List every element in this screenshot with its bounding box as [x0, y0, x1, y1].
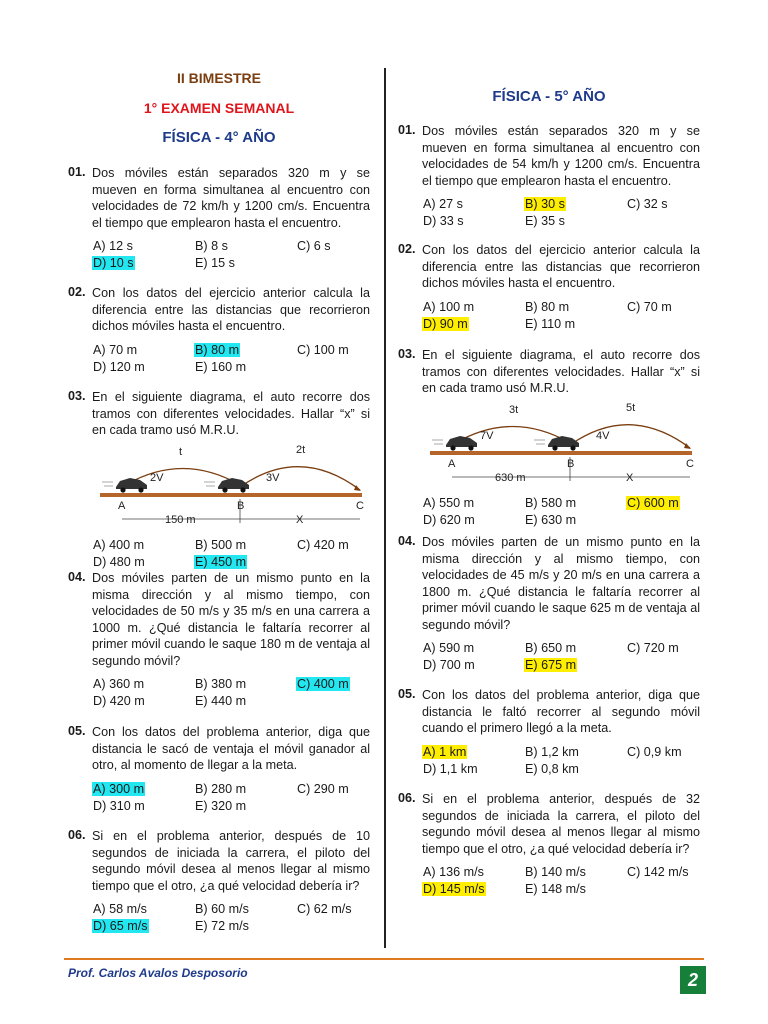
velocity-label-2: 4V: [596, 429, 610, 442]
answer-option: [92, 782, 194, 797]
question-4: [68, 570, 370, 709]
answer-label: E) 0,8 km: [525, 761, 579, 776]
answer-label: B) 60 m/s: [195, 902, 249, 916]
question-5: [68, 724, 370, 814]
answer-option: [422, 882, 524, 897]
exam-title: 1° EXAMEN SEMANAL: [143, 100, 295, 116]
answer-option: [524, 197, 626, 212]
highlighted-answer: E) 450 m: [195, 554, 247, 569]
answer-option: [422, 745, 524, 760]
question-5: [398, 687, 700, 777]
answer-option: [626, 641, 716, 656]
question-text: Si en el problema anterior, después de 10 segundos de iniciada la carrera, el piloto del segundo móvil desea al menos llegar al mismo tiempo que el otro, ¿a qué velocidad debería ir?: [92, 829, 370, 893]
section-title-5: FÍSICA - 5° AÑO: [492, 88, 606, 105]
answer-options: [422, 641, 700, 673]
answer-option: [524, 513, 626, 528]
footer-rule: [64, 958, 704, 960]
answer-options: [92, 902, 370, 934]
answer-option: [92, 256, 194, 271]
question-1: [68, 165, 370, 271]
question-3: [68, 389, 370, 570]
answer-label: B) 280 m: [195, 781, 247, 796]
answer-label: C) 720 m: [627, 641, 679, 655]
highlighted-answer: C) 400 m: [297, 677, 349, 691]
point-b: B: [237, 499, 245, 512]
motion-diagram: [92, 443, 370, 527]
answer-option: [194, 256, 296, 271]
unknown-distance-label: X: [626, 471, 634, 484]
answer-label: D) 33 s: [423, 214, 464, 228]
answer-option: [524, 496, 626, 511]
time-label-2: 2t: [296, 443, 306, 456]
answer-label: B) 140 m/s: [525, 865, 586, 879]
answer-option: [194, 919, 296, 934]
answer-option: [422, 762, 524, 777]
answer-option: [524, 882, 626, 897]
answer-label: D) 620 m: [423, 512, 475, 527]
answer-option: [524, 214, 626, 229]
answer-option: [92, 799, 194, 814]
answer-option: [194, 902, 296, 917]
point-b: B: [567, 457, 575, 470]
answer-label: E) 440 m: [195, 694, 247, 708]
answer-option: [422, 214, 524, 229]
question-text: Dos móviles parten de un mismo punto en la misma dirección y al mismo tiempo, con velocidades de 45 m/s y 20 m/s en una carrera a 1800 m. ¿Qué distancia le faltaría recorrer al primer móvil cuando le saque 625 m de ventaja al segundo móvil?: [422, 535, 700, 632]
answer-option: [626, 496, 716, 511]
answer-options: [92, 538, 370, 570]
answer-option: [422, 865, 524, 880]
highlighted-answer: D) 145 m/s: [423, 882, 485, 896]
highlighted-answer: B) 30 s: [525, 197, 565, 211]
arc-2: [240, 466, 360, 489]
answer-label: E) 148 m/s: [525, 882, 586, 896]
answer-option: [626, 745, 716, 760]
unknown-distance-label: X: [296, 513, 304, 526]
answer-label: A) 100 m: [423, 299, 475, 314]
answer-option: [194, 239, 296, 254]
question-number: 02.: [68, 285, 86, 299]
answer-label: A) 360 m: [93, 677, 145, 691]
question-number: 01.: [398, 123, 416, 137]
question-text: Con los datos del ejercicio anterior calcula la diferencia entre las distancias que recorrieron dichos móviles hasta el encuentro.: [422, 243, 700, 290]
answer-option: [422, 317, 524, 332]
column-divider: [384, 68, 386, 948]
answer-label: B) 80 m: [525, 299, 570, 314]
question-text: Si en el problema anterior, después de 32 segundos de iniciada la carrera, el piloto del segundo móvil desea al menos llegar al mismo tiempo que el otro, ¿a qué velocidad debería ir?: [422, 792, 700, 856]
answer-label: B) 500 m: [195, 537, 247, 552]
question-6: [398, 791, 700, 897]
question-number: 03.: [68, 389, 86, 403]
answer-option: [296, 902, 386, 917]
answer-label: D) 700 m: [423, 658, 475, 672]
answer-label: E) 35 s: [525, 214, 565, 228]
road: [100, 493, 362, 497]
answer-label: D) 480 m: [93, 554, 145, 569]
answer-options: [422, 865, 700, 897]
answer-label: B) 1,2 km: [525, 744, 579, 759]
answer-option: [296, 782, 386, 797]
question-text: Dos móviles parten de un mismo punto en la misma dirección y al mismo tiempo, con velocidades de 50 m/s y 35 m/s en una carrera a 1000 m. ¿Qué distancia le faltaría recorrer al primer móvil cuando le saque 180 m de ventaja al segundo móvil?: [92, 571, 370, 668]
answer-option: [626, 197, 716, 212]
answer-label: C) 420 m: [297, 537, 349, 552]
answer-label: B) 650 m: [525, 641, 577, 655]
road: [430, 451, 692, 455]
question-number: 04.: [68, 570, 86, 584]
answer-label: C) 290 m: [297, 781, 349, 796]
answer-label: E) 160 m: [195, 359, 247, 374]
answer-option: [296, 343, 386, 358]
answer-option: [524, 865, 626, 880]
answer-option: [524, 745, 626, 760]
answer-option: [422, 197, 524, 212]
answer-option: [422, 641, 524, 656]
answer-label: C) 0,9 km: [627, 744, 682, 759]
highlighted-answer: C) 600 m: [627, 495, 679, 510]
question-number: 05.: [398, 687, 416, 701]
answer-option: [422, 513, 524, 528]
answer-option: [92, 538, 194, 553]
velocity-label-2: 3V: [266, 471, 280, 484]
answer-label: C) 142 m/s: [627, 865, 689, 879]
answer-label: D) 420 m: [93, 694, 145, 708]
point-a: A: [118, 499, 126, 512]
point-a: A: [448, 457, 456, 470]
answer-label: C) 100 m: [297, 342, 349, 357]
answer-label: C) 6 s: [297, 239, 331, 253]
answer-label: A) 590 m: [423, 641, 475, 655]
answer-label: D) 120 m: [93, 359, 145, 374]
time-label-1: t: [179, 445, 183, 458]
answer-label: E) 110 m: [525, 316, 576, 331]
answer-option: [194, 782, 296, 797]
question-text: Dos móviles están separados 320 m y se mueven en forma simultanea al encuentro con velocidades de 54 km/h y 1200 cm/s. Encuentra el tiempo que emplearon hasta el encuentro.: [422, 124, 700, 188]
highlighted-answer: D) 10 s: [93, 256, 134, 270]
question-text: Con los datos del problema anterior, diga que distancia le sacó de ventaja el móvil ganador al otro, al momento de llegar a la meta.: [92, 725, 370, 772]
answer-options: [92, 782, 370, 814]
question-text: Dos móviles están separados 320 m y se mueven en forma simultanea al encuentro con velocidades de 72 km/h y 1200 cm/s. Encuentra el tiempo que emplearon hasta el encuentro.: [92, 166, 370, 230]
answer-option: [194, 343, 296, 358]
answer-options: [92, 343, 370, 375]
distance-label: 630 m: [495, 471, 526, 484]
question-6: [68, 828, 370, 934]
answer-options: [422, 496, 700, 528]
answer-options: [92, 239, 370, 271]
velocity-label-1: 7V: [480, 429, 494, 442]
answer-label: A) 400 m: [93, 537, 145, 552]
point-c: C: [356, 499, 364, 512]
distance-label: 150 m: [165, 513, 196, 526]
question-2: [398, 242, 700, 332]
question-number: 06.: [398, 791, 416, 805]
question-3: [398, 347, 700, 528]
question-text: En el siguiente diagrama, el auto recorre dos tramos con diferentes velocidades. Hallar “x” si en cada tramo usó M.R.U.: [422, 348, 700, 395]
bimestre-title: II BIMESTRE: [176, 70, 261, 86]
answer-options: [92, 677, 370, 709]
answer-option: [92, 343, 194, 358]
answer-option: [194, 799, 296, 814]
motion-diagram: [422, 401, 700, 485]
question-number: 06.: [68, 828, 86, 842]
answer-option: [92, 555, 194, 570]
velocity-label-1: 2V: [150, 471, 164, 484]
question-text: Con los datos del problema anterior, diga que distancia le faltó recorrer al segundo móvil cuando el primero llegó a la meta.: [422, 688, 700, 735]
answer-option: [194, 555, 296, 570]
point-c: C: [686, 457, 694, 470]
highlighted-answer: A) 300 m: [93, 781, 145, 796]
answer-label: D) 1,1 km: [423, 761, 478, 776]
answer-label: A) 58 m/s: [93, 902, 147, 916]
car-icon: [102, 478, 147, 493]
arc-2: [570, 424, 690, 447]
highlighted-answer: B) 80 m: [195, 342, 240, 357]
answer-option: [194, 677, 296, 692]
answer-label: C) 70 m: [627, 299, 672, 314]
diagram-container: [92, 443, 370, 530]
question-number: 05.: [68, 724, 86, 738]
highlighted-answer: D) 65 m/s: [93, 919, 148, 933]
answer-options: [422, 300, 700, 332]
answer-option: [422, 658, 524, 673]
answer-option: [92, 902, 194, 917]
answer-option: [422, 496, 524, 511]
question-text: Con los datos del ejercicio anterior calcula la diferencia entre las distancias que recorrieron dichos móviles hasta el encuentro.: [92, 286, 370, 333]
answer-option: [626, 865, 716, 880]
answer-option: [92, 677, 194, 692]
answer-options: [422, 197, 700, 229]
answer-option: [296, 538, 386, 553]
answer-option: [626, 300, 716, 315]
answer-label: E) 630 m: [525, 512, 577, 527]
answer-option: [92, 694, 194, 709]
question-number: 04.: [398, 534, 416, 548]
time-label-2: 5t: [626, 401, 636, 414]
question-text: En el siguiente diagrama, el auto recorre dos tramos con diferentes velocidades. Hallar “x” si en cada tramo usó M.R.U.: [92, 390, 370, 437]
answer-option: [422, 300, 524, 315]
footer-author: Prof. Carlos Avalos Desposorio: [68, 966, 248, 980]
answer-label: C) 62 m/s: [297, 902, 352, 916]
answer-label: D) 310 m: [93, 798, 145, 813]
time-label-1: 3t: [509, 403, 519, 416]
question-number: 02.: [398, 242, 416, 256]
highlighted-answer: A) 1 km: [423, 744, 467, 759]
answer-option: [194, 360, 296, 375]
answer-option: [524, 641, 626, 656]
answer-label: A) 12 s: [93, 239, 133, 253]
question-4: [398, 534, 700, 673]
answer-label: A) 550 m: [423, 495, 475, 510]
diagram-container: [422, 401, 700, 488]
answer-label: A) 136 m/s: [423, 865, 484, 879]
answer-label: B) 380 m: [195, 677, 247, 691]
answer-label: B) 8 s: [195, 239, 228, 253]
highlighted-answer: D) 90 m: [423, 316, 468, 331]
answer-label: A) 70 m: [93, 342, 138, 357]
answer-option: [524, 300, 626, 315]
answer-option: [524, 317, 626, 332]
question-number: 01.: [68, 165, 86, 179]
answer-label: C) 32 s: [627, 197, 668, 211]
question-2: [68, 285, 370, 375]
answer-label: B) 580 m: [525, 495, 577, 510]
answer-label: A) 27 s: [423, 197, 463, 211]
page-number: 2: [680, 966, 706, 994]
car-icon: [204, 478, 249, 493]
answer-label: E) 320 m: [195, 798, 247, 813]
answer-option: [92, 239, 194, 254]
section-title-4: FÍSICA - 4° AÑO: [162, 129, 276, 146]
highlighted-answer: E) 675 m: [525, 658, 577, 672]
question-1: [398, 123, 700, 229]
car-icon: [534, 436, 579, 451]
question-number: 03.: [398, 347, 416, 361]
answer-option: [524, 658, 626, 673]
answer-option: [524, 762, 626, 777]
answer-label: E) 72 m/s: [195, 919, 249, 933]
answer-label: E) 15 s: [195, 256, 235, 270]
answer-option: [92, 919, 194, 934]
answer-option: [296, 677, 386, 692]
answer-option: [194, 538, 296, 553]
answer-option: [92, 360, 194, 375]
answer-option: [296, 239, 386, 254]
answer-options: [422, 745, 700, 777]
car-icon: [432, 436, 477, 451]
answer-option: [194, 694, 296, 709]
